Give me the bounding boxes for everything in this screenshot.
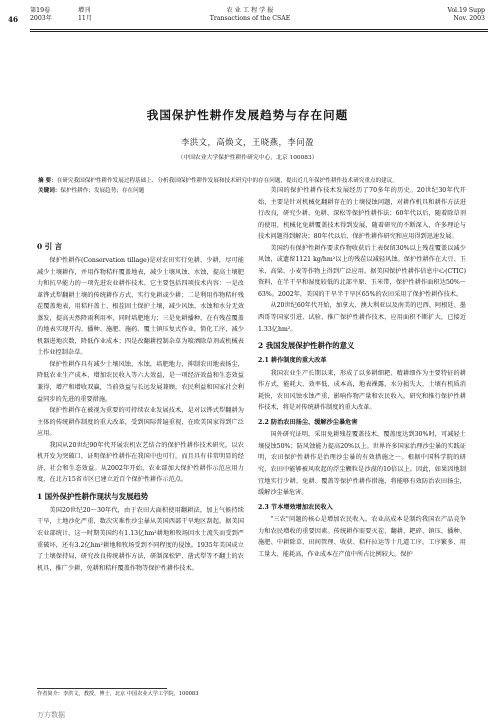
date-en: Nov. 2003 <box>453 15 485 22</box>
paragraph: 保护性耕作在被视为重要的可持续农业发展技术，是对以铧式犁翻耕为主体的传统耕作制度的重大改革，受到国际普遍重视，在欧美国家得到广泛应用。 <box>37 407 244 438</box>
abstract-label: 摘 要： <box>38 178 57 184</box>
article-title: 我国保护性耕作发展趋势与存在问题 <box>146 108 349 122</box>
section-heading-1: 1 国外保护性耕作现状与发展趋势 <box>37 491 149 501</box>
header-journal <box>150 7 350 23</box>
header-volume-en <box>405 7 485 23</box>
subsection-heading-2-3: 2.3 节本增效增加农民收入 <box>258 503 333 511</box>
journal-cn: 农 业 工 程 学 报 <box>226 7 274 14</box>
header-rule-top <box>30 29 488 30</box>
subsection-heading-2-1: 2.1 耕作制度的重大改革 <box>258 357 327 365</box>
paragraph: 美国的保护性耕作技术发展经历了70多年的历史。20世纪30年代开始，主要是针对机械化翻耕存在的土壤侵蚀问题，对耕作机具和耕作方法进行改良，研究少耕、免耕、深松等保护性耕作法；60年代以后，随着除草剂的使用，机械化免耕覆盖技术得到发展，随着研究的不断深入，许多理论与技术问题得到解决；80年代以后，保护性耕作研究和应用得到迅速发展。 <box>258 187 466 241</box>
section-heading-2: 2 我国发展保护性耕作的意义 <box>258 341 355 351</box>
volume-en: Vol.19 Supp <box>447 7 485 14</box>
paragraph: "三农"问题的核心是增加农民收入。农业高成本是制约我国农产品竞争力和农民增收的重要因素。传统耕作需要灭茬、翻耕、耙碎、镇压、播种、施肥、中耕除草、田间管理、收获、秸秆拉运等十几道工序，工序繁多、用工量大、能耗高，作业成本在产值中所占比例较大。保护 <box>258 516 466 558</box>
footnote-rule <box>37 688 167 689</box>
paragraph: 从20世纪60年代开始，加拿大、澳大利亚以及南美的巴西、阿根廷、墨西哥等国家引进、试验、推广保护性耕作技术，应用面积不断扩大，已接近1.33亿hm²。 <box>258 302 466 333</box>
abstract-text: 在研究我国保护性耕作发展过程基础上，分析我国保护性耕作发展和技术研究中的存在问题，提出近几年保护性耕作技术研究重点的建议。 <box>56 178 398 184</box>
paragraph: 保护性耕作(Conservation tillage)是对农田实行免耕、少耕，尽可能减少土壤耕作，并用作物秸秆覆盖地表，减少土壤风蚀、水蚀，提高土壤肥力和抗旱能力的一项先进农业耕作技术。它主要包括四项技术内容：一是改革铧式犁翻耕土壤的传统耕作方式，实行免耕或少耕；二是利用作物秸秆残茬覆盖地表，用秸秆盖土、根茬固土保护土壤，减少风蚀、水蚀和水分无效蒸发，提高天然降雨利用率，同时培肥地力；三是免耕播种，在有残茬覆盖的地表实现开沟、播种、施肥、施药、覆土镇压复式作业，简化工序，减少机器进地次数，降低作业成本；四是改翻耕控制杂草为喷洒除草剂或机械表土作业控制杂草。 <box>37 257 244 357</box>
page-number: 46 <box>8 15 19 24</box>
header-rule-bottom <box>30 31 488 32</box>
left-column <box>37 236 244 574</box>
header-volume-cn <box>30 7 140 23</box>
paragraph: 我国从20世纪90年代开展农机农艺结合的保护性耕作技术研究，以农机开发为突破口，证明保护性耕作在我国中也可行，而且具有非常明显的经济、社会和生态效益。从2002年开始，农业部加大保护性耕作示范应用力度，在北方15省市区已建立近百个保护性耕作示范点。 <box>37 441 244 484</box>
affiliation: （中国农业大学保护性耕作研究中心，北京 100083） <box>177 155 318 161</box>
volume-cn: 第19卷 <box>30 7 51 14</box>
footnote: 作者简介：李洪文，教授，博士，北京 中国农业大学工学院，100083 <box>37 691 199 697</box>
author-list: 李洪文，高焕文，王晓燕，李问盈 <box>180 137 315 147</box>
keywords-text: 保护性耕作；发展趋势；存在问题 <box>60 187 145 194</box>
month-cn: 11月 <box>78 15 93 22</box>
paragraph: 国外研究证明，采用免耕残茬覆盖技术，覆盖度达到30%时，可减轻土壤侵蚀50%；防风蚀能力提高20%以上。世界许多国家治理沙尘暴的实践证明，农田保护性耕作是治理沙尘暴的有效措施之一。根据中国科学院的研究，农田中能够被风吹起的浮尘颗粒是沙漠的10倍以上。因此，如果因地制宜地实行少耕、免耕、覆盖等保护性耕作措施，将能够有效防治农田扬尘，缓解沙尘暴危害。 <box>258 431 466 497</box>
section-heading-0: 0 引 言 <box>37 242 63 251</box>
paragraph: 保护性耕作具有减少土壤风蚀、水蚀，培肥地力，抑制农田地表扬尘，降低农业生产成本、增加农民收入等六大效益，是一项经济效益和生态效益兼得，增产和增收双赢，当前效益与长远发展兼顾，农民利益和国家社会利益同步的先进的重要措施。 <box>37 360 244 403</box>
watermark: 万方数据 <box>37 711 65 719</box>
paragraph: 美国约有保护性耕作要求作物收获后土表保留30%以上残茬覆盖以减少风蚀，或遗留1121 kg/hm²以上的残茬以减轻风蚀。保护性耕作在大豆、玉米、高粱、小麦等作物上得到广泛应用。据美国保护性耕作信息中心(CTIC)资料，在半干旱和湿度较低的北部平原、玉米带，保护性耕作面积达50%～63%。2002年，美国的干旱半干旱区65%的农田采用了保护性耕作技术。 <box>258 244 466 298</box>
paragraph: 我国农业生产长期以来，形成了以多耕细耙、精耕细作为主要特征的耕作方式，能耗大、效率低、成本高，地表裸露，水分损失大，土壤有机质消耗快，农田风蚀水蚀严重，影响作物产量和农民收入。研究和推行保护性耕作技术，将是对传统耕作制度的重大改革。 <box>258 369 466 412</box>
paragraph: 美国20世纪20～30年代，由于农田大面积使用翻耕法，加上气候持续干旱，土地沙化严重，数次灾难性沙尘暴从美国西部干旱地区刮起。据美国农业部统计，这一时期美国约有1.13亿hm²耕地和牧场因水土流失而受到严重破坏，还有3.2亿hm²耕地和牧场受到不同程度的侵蚀。1935年美国成立了土壤保持局，研究改良传统耕作方法，研制深松铲、凿式犁等不翻土的农机具，推广少耕、免耕和秸秆覆盖作物等保护性耕作技术。 <box>37 506 244 572</box>
running-header <box>0 7 495 29</box>
right-column <box>258 185 466 560</box>
subsection-heading-2-2: 2.2 防治农田扬尘、缓解沙尘暴危害 <box>258 418 358 426</box>
issue-cn: 增刊 <box>78 7 91 14</box>
keywords-label: 关键词： <box>38 187 61 194</box>
year-cn: 2003年 <box>30 15 52 22</box>
journal-en: Transactions of the CSAE <box>209 15 291 22</box>
